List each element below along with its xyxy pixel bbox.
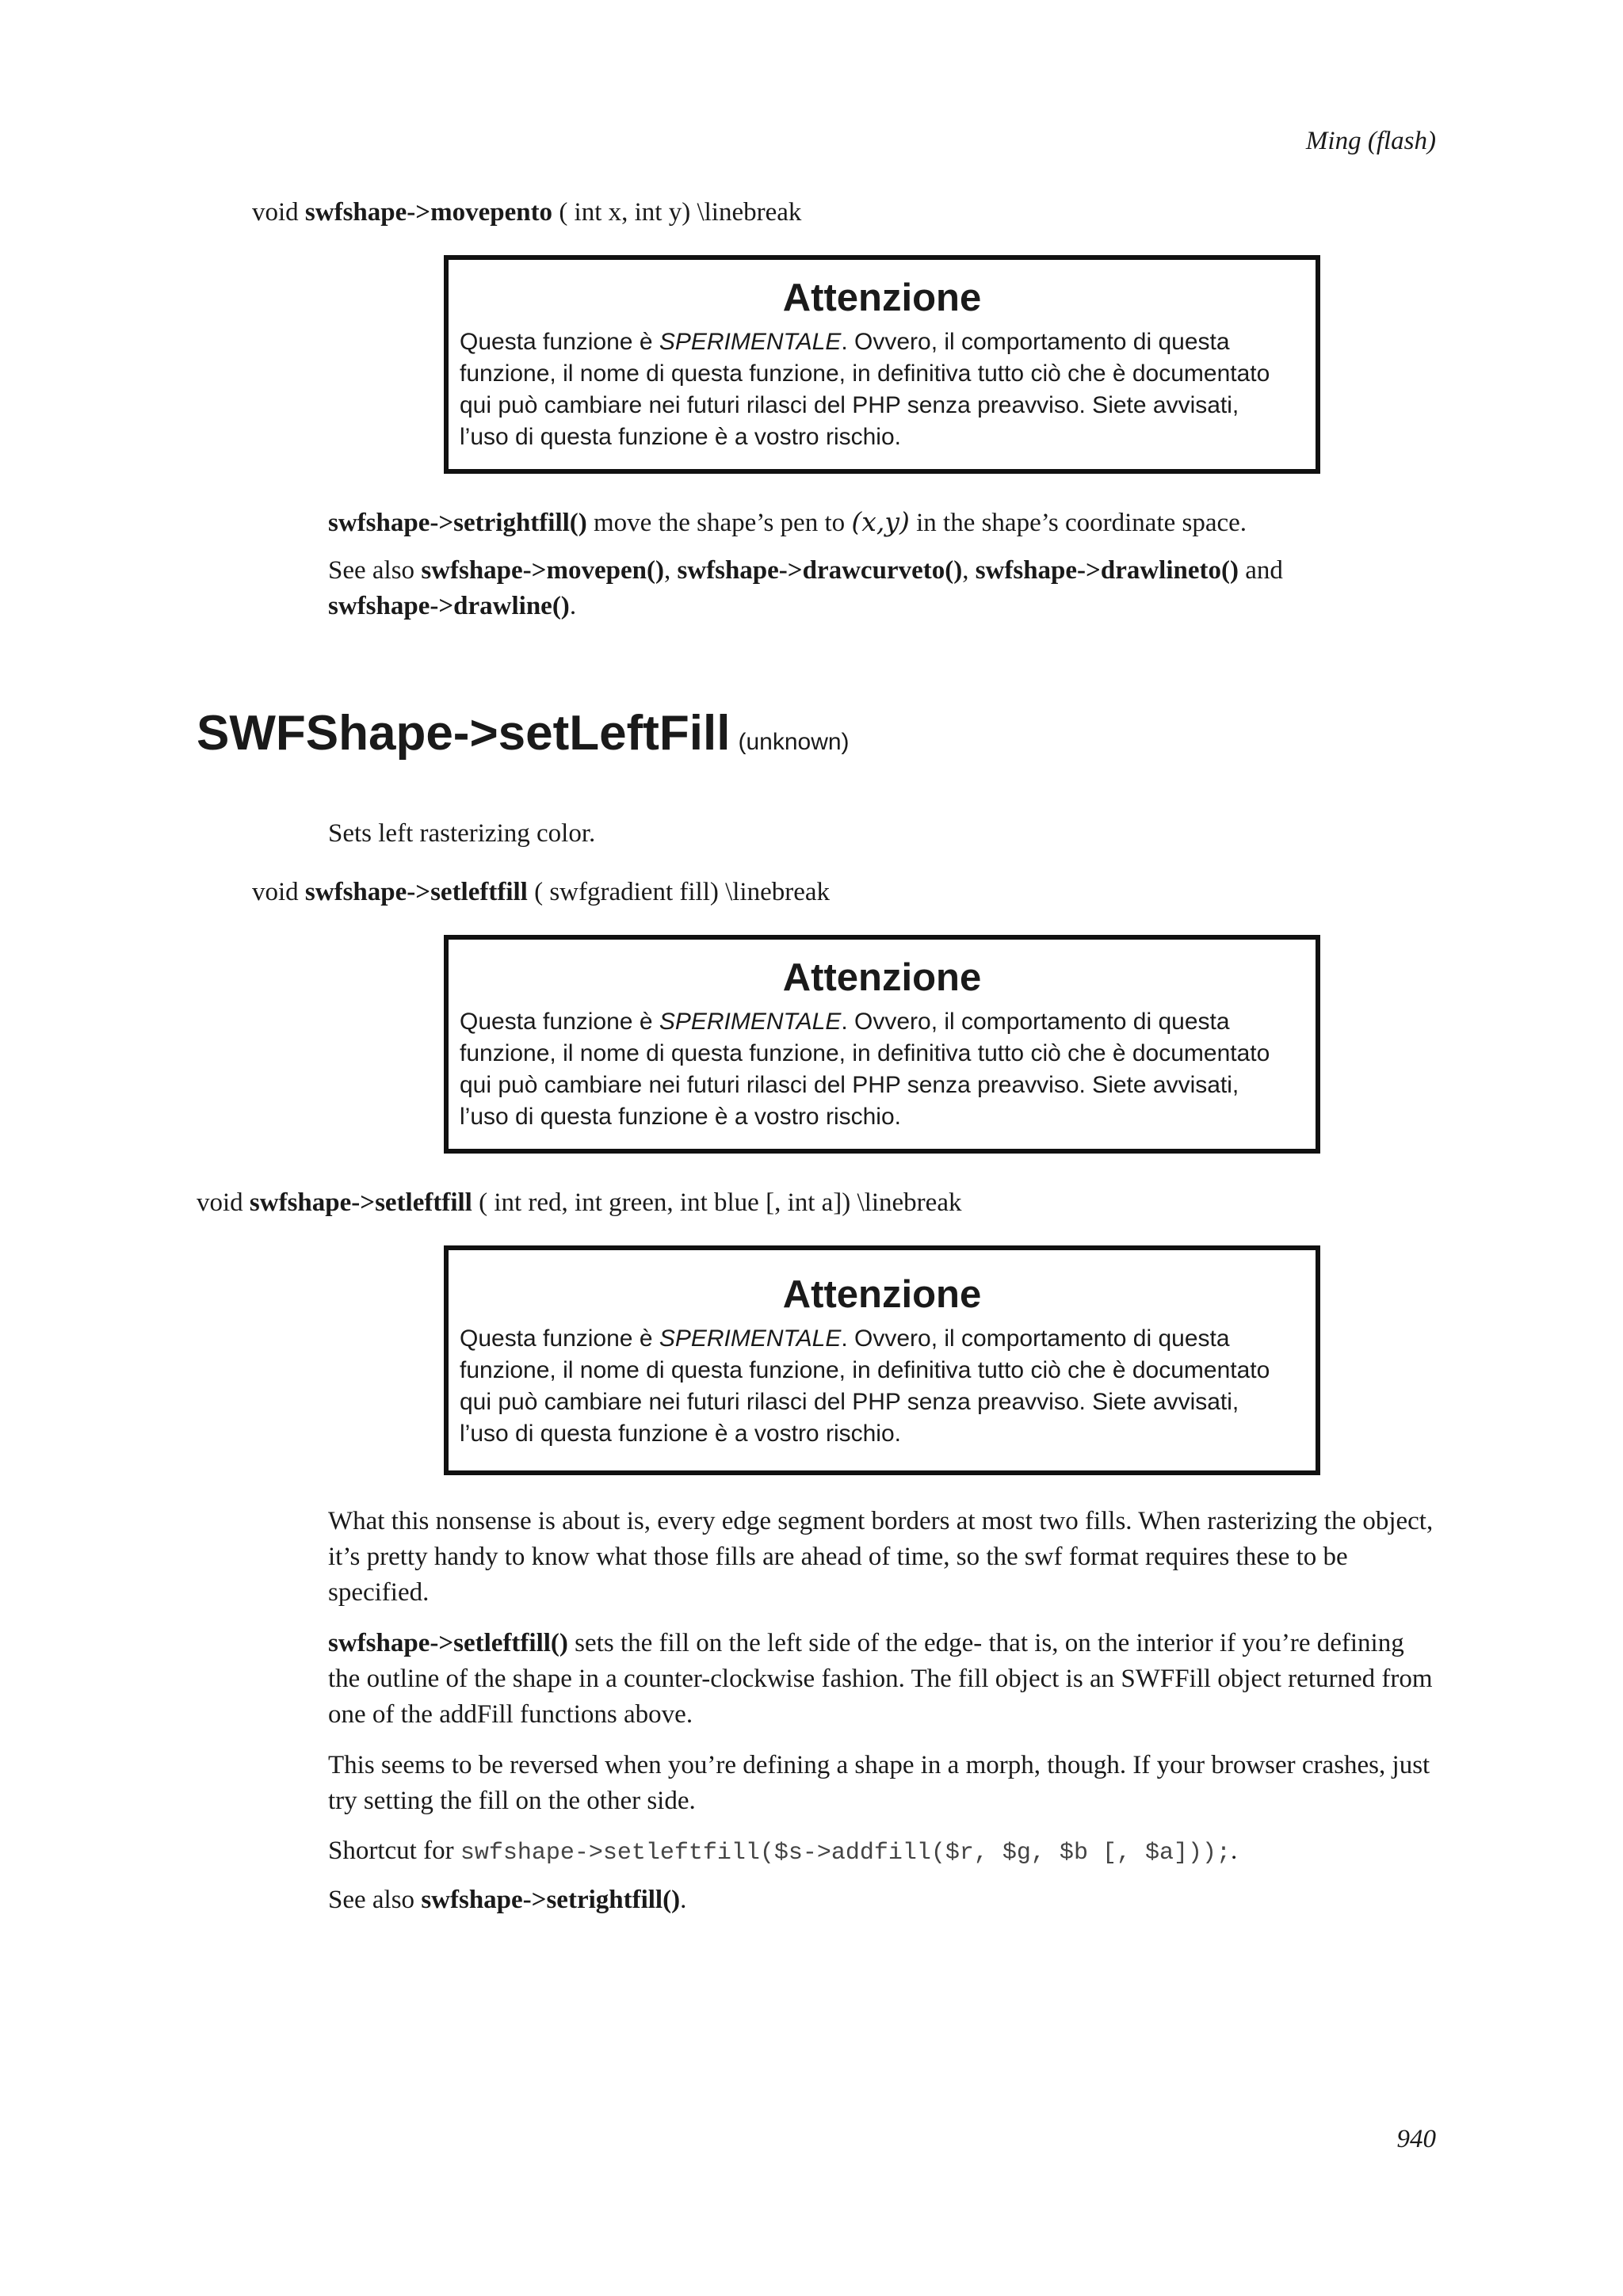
description-text: sets the fill on the left side of the edge- that is, on the interior if you’re defining the outline of the shape in a counter-clockwise fashion. The fill object is an SWFFill object returned from one of the addFill functions above. [328,1629,1433,1729]
see-also [328,553,1438,624]
function-synopsis-movepento [252,195,801,230]
section-title [197,705,850,761]
warning-emphasis: SPERIMENTALE [659,329,842,355]
warning-line: . Ovvero, il comportamento di questa [841,1325,1230,1352]
description-paragraph [328,1626,1438,1733]
version-info: (unknown) [738,729,850,755]
warning-line: qui può cambiare nei futuri rilasci del PHP senza preavviso. Siete avvisati, [460,1072,1239,1098]
warning-emphasis: SPERIMENTALE [659,1325,842,1352]
function-args: ( swfgradient fill) \linebreak [527,878,831,906]
separator: . [569,592,577,620]
code-snippet: swfshape->setleftfill($s->addfill($r, $g, $b [, $a])); [460,1840,1231,1867]
warning-text [449,322,1316,461]
warning-line: Questa funzione è [460,329,659,355]
function-synopsis-setleftfill-rgb [197,1185,961,1220]
warning-line: funzione, il nome di questa funzione, in definitiva tutto ciò che è documentato [460,360,1270,387]
separator: and [1238,556,1283,585]
description-text: in the shape’s coordinate space. [909,509,1247,537]
warning-line: l’uso di questa funzione è a vostro rischio. [460,424,901,450]
warning-title: Attenzione [782,1273,982,1316]
warning-line: qui può cambiare nei futuri rilasci del PHP senza preavviso. Siete avvisati, [460,1389,1239,1415]
function-link[interactable]: swfshape->setleftfill() [328,1629,568,1657]
see-also-label: See also [328,556,422,585]
function-args: ( int red, int green, int blue [, int a]) \linebreak [472,1188,962,1217]
warning-box [444,935,1320,1154]
warning-box [444,255,1320,474]
see-also-label: See also [328,1886,422,1914]
see-also-link[interactable]: swfshape->drawcurveto() [677,556,963,585]
running-header: Ming (flash) [1305,127,1436,155]
shortcut-paragraph [328,1833,1438,1871]
warning-line: funzione, il nome di questa funzione, in definitiva tutto ciò che è documentato [460,1040,1270,1066]
warning-text [449,1318,1316,1458]
see-also-link[interactable]: swfshape->drawline() [328,592,570,620]
see-also [328,1882,1438,1918]
separator: . [680,1886,687,1914]
see-also-link[interactable]: swfshape->drawlineto() [975,556,1239,585]
see-also-link[interactable]: swfshape->setrightfill() [421,1886,681,1914]
page-number: 940 [1396,2125,1436,2153]
separator: , [663,556,678,585]
description-paragraph: This seems to be reversed when you’re defining a shape in a morph, though. If your browser crashes, just try setting the fill on the other side. [328,1751,1430,1815]
separator: , [962,556,976,585]
function-purpose: Sets left rasterizing color. [328,819,596,848]
math-coordinates: (x,y) [851,506,910,537]
section-title-text: SWFShape->setLeftFill [197,706,731,761]
return-type: void [252,198,299,227]
function-name: swfshape->setleftfill [249,1188,472,1217]
warning-line: l’uso di questa funzione è a vostro rischio. [460,1421,901,1447]
function-args: ( int x, int y) \linebreak [552,198,802,227]
warning-line: Questa funzione è [460,1325,659,1352]
function-description [328,504,1438,541]
description-paragraph: What this nonsense is about is, every edge segment borders at most two fills. When rasterizing the object, it’s pretty handy to know what those fills are ahead of time, so the swf format requires these to be specified. [328,1507,1434,1607]
function-name: swfshape->movepento [304,198,553,227]
function-synopsis-setleftfill-gradient [252,875,830,910]
return-type: void [197,1188,243,1217]
warning-line: . Ovvero, il comportamento di questa [841,329,1230,355]
warning-line: funzione, il nome di questa funzione, in definitiva tutto ciò che è documentato [460,1357,1270,1383]
warning-title: Attenzione [782,277,982,319]
separator: . [1230,1836,1238,1865]
description-text: Shortcut for [328,1836,460,1865]
warning-line: . Ovvero, il comportamento di questa [841,1009,1230,1035]
warning-box [444,1245,1320,1475]
function-link[interactable]: swfshape->setrightfill() [328,509,587,537]
warning-line: Questa funzione è [460,1009,659,1035]
warning-line: l’uso di questa funzione è a vostro rischio. [460,1104,901,1130]
function-name: swfshape->setleftfill [304,878,528,906]
warning-title: Attenzione [782,956,982,999]
warning-text [449,1001,1316,1141]
return-type: void [252,878,299,906]
see-also-link[interactable]: swfshape->movepen() [421,556,664,585]
warning-emphasis: SPERIMENTALE [659,1009,842,1035]
warning-line: qui può cambiare nei futuri rilasci del PHP senza preavviso. Siete avvisati, [460,392,1239,418]
description-text: move the shape’s pen to [586,509,852,537]
